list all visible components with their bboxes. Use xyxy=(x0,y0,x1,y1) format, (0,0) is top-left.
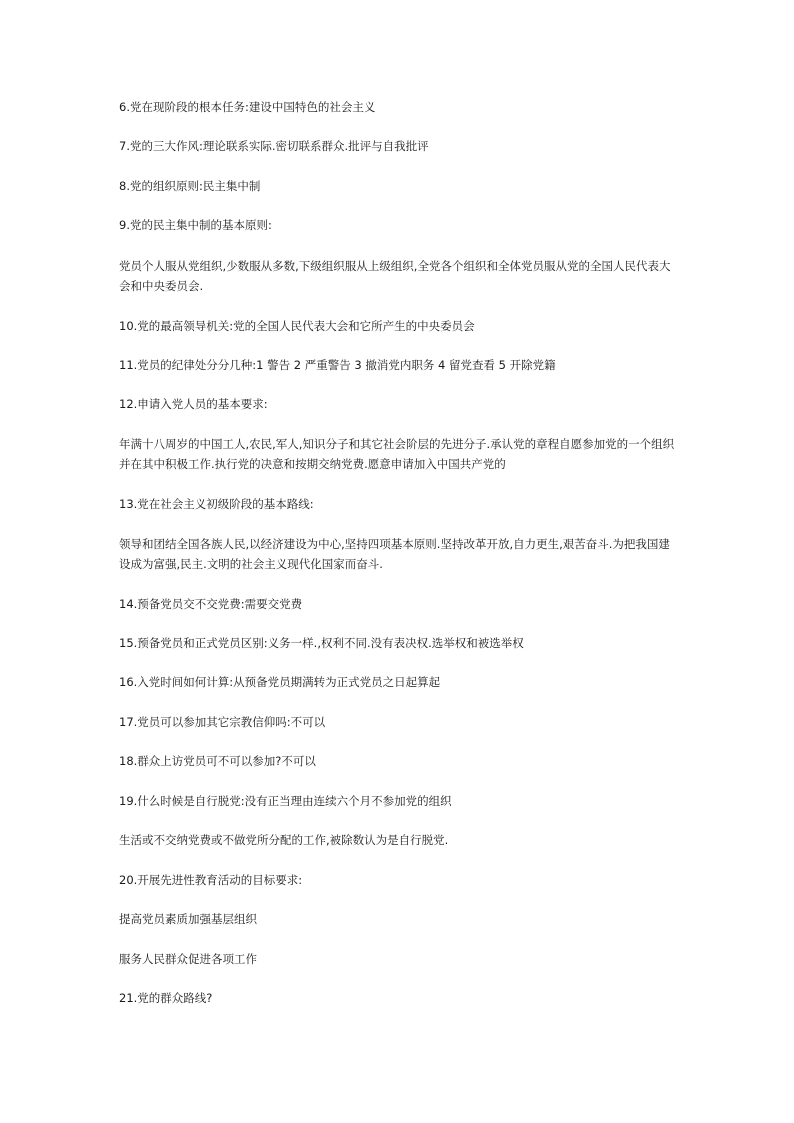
paragraph-item-16: 16.入党时间如何计算:从预备党员期满转为正式党员之日起算起 xyxy=(119,675,441,689)
paragraph-body-9: 党员个人服从党组织,少数服从多数,下级组织服从上级组织,全党各个组织和全体党员服从党的全国人民代表大会和中央委员会. xyxy=(119,259,671,293)
paragraph-item-8: 8.党的组织原则:民主集中制 xyxy=(119,179,261,193)
paragraph-item-19: 19.什么时候是自行脱党:没有正当理由连续六个月不参加党的组织 xyxy=(119,794,452,808)
paragraph-item-15: 15.预备党员和正式党员区别:义务一样.,权利不同.没有表决权.选举权和被选举权 xyxy=(119,636,524,650)
paragraph-item-13: 13.党在社会主义初级阶段的基本路线: xyxy=(119,497,314,511)
paragraph-item-20: 20.开展先进性教育活动的目标要求: xyxy=(119,873,303,887)
paragraph-item-12: 12.申请入党人员的基本要求: xyxy=(119,397,268,411)
paragraph-item-21: 21.党的群众路线? xyxy=(119,991,213,1005)
paragraph-body-12: 年满十八周岁的中国工人,农民,军人,知识分子和其它社会阶层的先进分子.承认党的章程自愿参加党的一个组织并在其中积极工作.执行党的决意和按期交纳党费.愿意申请加入中国共产党的 xyxy=(119,437,675,471)
paragraph-item-18: 18.群众上访党员可不可以参加?不可以 xyxy=(119,754,316,768)
paragraph-item-17: 17.党员可以参加其它宗教信仰吗:不可以 xyxy=(119,715,326,729)
paragraph-body-13: 领导和团结全国各族人民,以经济建设为中心,坚持四项基本原则.坚持改革开放,自力更生,艰苦奋斗.为把我国建设成为富强,民主.文明的社会主义现代化国家而奋斗. xyxy=(119,537,670,571)
paragraph-item-10: 10.党的最高领导机关:党的全国人民代表大会和它所产生的中央委员会 xyxy=(119,319,475,333)
paragraph-body-19: 生活或不交纳党费或不做党所分配的工作,被除数认为是自行脱党. xyxy=(119,833,449,847)
paragraph-item-11: 11.党员的纪律处分分几种:1 警告 2 严重警告 3 撤消党内职务 4 留党查看 5 开除党籍 xyxy=(119,358,556,372)
paragraph-item-14: 14.预备党员交不交党费:需要交党费 xyxy=(119,597,303,611)
paragraph-body-20b: 服务人民群众促进各项工作 xyxy=(119,952,257,966)
paragraph-item-6: 6.党在现阶段的根本任务:建设中国特色的社会主义 xyxy=(119,100,376,114)
paragraph-item-7: 7.党的三大作风:理论联系实际.密切联系群众.批评与自我批评 xyxy=(119,139,429,153)
paragraph-item-9: 9.党的民主集中制的基本原则: xyxy=(119,218,272,232)
paragraph-body-20a: 提高党员素质加强基层组织 xyxy=(119,912,257,926)
